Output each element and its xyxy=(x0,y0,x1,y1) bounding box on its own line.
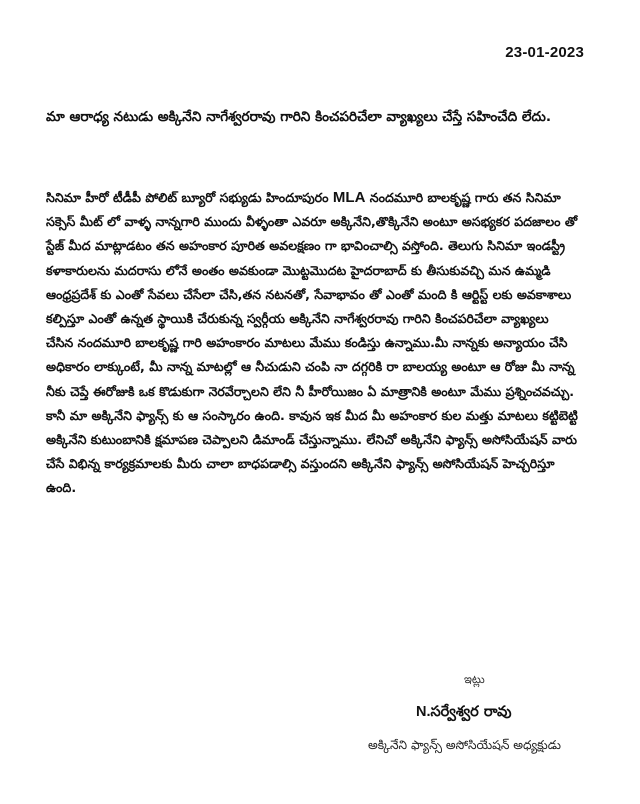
body-line: అక్కినేని కుటుంబానికి క్షమాపణ చెప్పాలని డిమాండ్ చేస్తున్నాము. లేనిచో అక్కినేని ఫ్యాన్స్ అసోసియేషన్ వారు xyxy=(46,431,577,447)
body-line: కళాకారులను మదరాసు లోనే అంతం అవకుండా మొట్టమొదట హైదరాబాద్ కు తీసుకువచ్చి మన ఉమ్మడి xyxy=(46,262,551,278)
body-line-text: సినిమా హీరో టీడీపీ పోలిట్ బ్యూరో సభ్యుడు హిందూపురం xyxy=(46,190,333,205)
signatory-designation: అక్కినేని ఫ్యాన్స్ అసోసియేషన్ అధ్యక్షుడు xyxy=(368,738,561,752)
body-line: అధికారం లాక్కుంటే, మీ నాన్న మాటల్లో ఆ నీచుడుని చంపి నా దగ్గరికి రా బాలయ్య అంటూ ఆ రోజు మీ నాన్న xyxy=(46,359,575,375)
body-line: ఉంది. xyxy=(46,480,77,496)
body-line: ఆంధ్రప్రదేశ్ కు ఎంతో సేవలు చేసేలా చేసి,తన నటనతో, సేవాభావం తో ఎంతో మంది కి ఆర్టిస్ట్ లకు అవకాశాలు xyxy=(46,286,572,302)
signatory-initial: N. xyxy=(416,704,431,720)
body-line: సక్సెస్ మీట్ లో వాళ్ళ నాన్నగారి ముందు వీళ్ళంతా ఎవరూ అక్కినేని,తొక్కినేని అంటూ అసభ్యకర పదజాలం తో xyxy=(46,214,578,230)
closing-salutation: ఇట్లు xyxy=(464,672,485,686)
mla-abbreviation: MLA xyxy=(332,189,366,206)
body-line: చేసిన నందమూరి బాలకృష్ణ గారి అహంకారం మాటలు మేము కండిస్తు ఉన్నాము.మీ నాన్నకు అన్యాయం చేసి xyxy=(46,335,568,351)
body-line-text: నందమూరి బాలకృష్ణ గారు తన సినిమా xyxy=(365,190,561,205)
body-line: స్టేజ్ మీద మాట్లాడటం తన అహంకార పూరిత అవలక్షణం గా భావించాల్సి వస్తోంది. తెలుగు సినిమా ఇండస్ట్రీ xyxy=(46,238,565,254)
body-line: కల్పిస్తూ ఎంతో ఉన్నత స్థాయికి చేరుకున్న స్వర్గీయ అక్కినేని నాగేశ్వరరావు గారిని కించపరిచేలా వ్యాఖ్యలు xyxy=(46,310,549,326)
body-line: చేసే విభిన్న కార్యక్రమాలకు మీరు చాలా బాధపడాల్సి వస్తుందని అక్కినేని ఫ్యాన్స్ అసోసియేషన్ హెచ్చరిస్తూ xyxy=(46,456,555,472)
body-line xyxy=(46,186,612,210)
body-line: కానీ మా అక్కినేని ఫ్యాన్స్ కు ఆ సంస్కారం ఉంది. కావున ఇక మీద మీ అహంకార కుల మత్తు మాటలు కట్టిబెట్టి xyxy=(46,407,578,423)
letter-headline: మా ఆరాధ్య నటుడు అక్కినేని నాగేశ్వరరావు గారిని కించపరిచేలా వ్యాఖ్యలు చేస్తే సహించేది లేదు. xyxy=(46,109,551,125)
document-date: 23-01-2023 xyxy=(505,44,584,61)
signatory-name xyxy=(416,704,511,724)
signatory-surname: సర్వేశ్వర రావు xyxy=(430,704,512,720)
letter-body xyxy=(46,186,612,500)
body-line: నీకు చెప్తే ఈరోజుకి ఒక కొడుకుగా నెరవేర్చాలని లేని నీ హీరోయిజం ఏ మాత్రానికి అంటూ మేము ప్రశ్నించవచ్చు. xyxy=(46,383,575,399)
